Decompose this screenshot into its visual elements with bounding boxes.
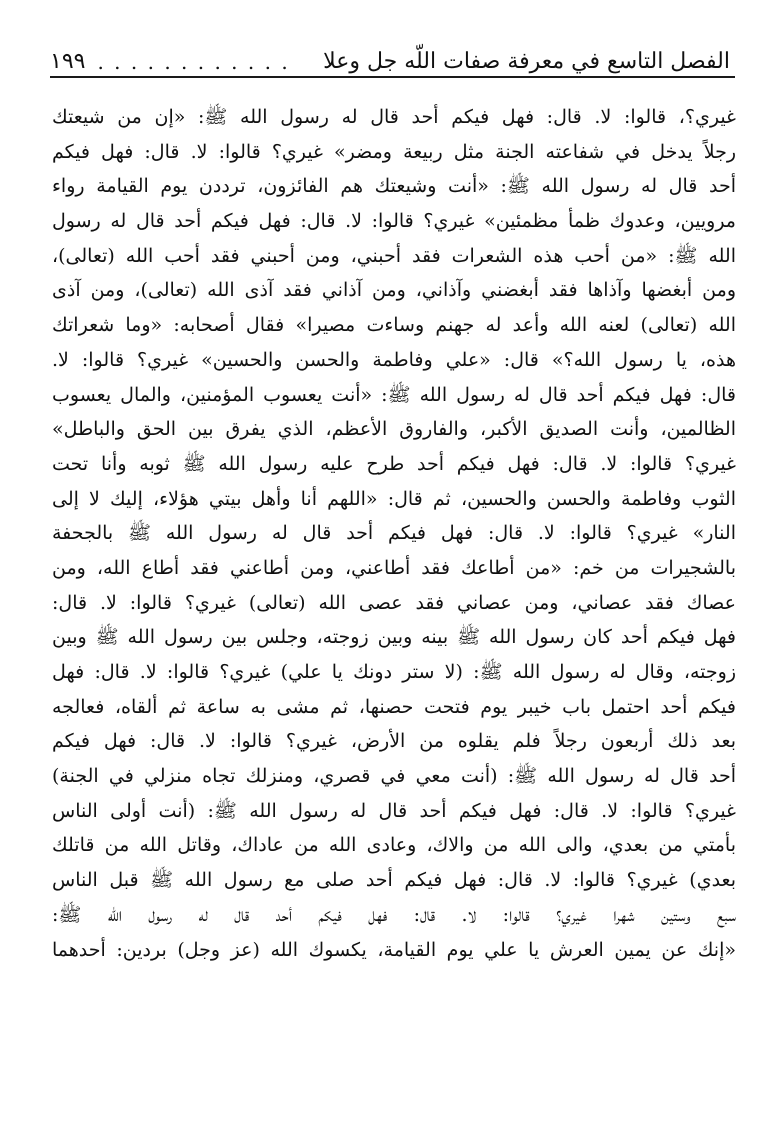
text-line: قال: فهل فيكم أحد قال له رسول الله ﷺ: «أنت يعسوب المؤمنين، والمال يعسوب (52, 383, 736, 406)
page-header (50, 30, 730, 74)
text-line: أحد قال له رسول الله ﷺ: «أنت وشيعتك هم الفائزون، ترددن يوم القيامة رواء (52, 175, 736, 198)
text-line: غيري؟، قالوا: لا. قال: فهل فيكم أحد قال له رسول الله ﷺ: «إن من شيعتك (52, 106, 736, 128)
header-divider (50, 76, 735, 78)
text-line: بأمتي من بعدي، والى الله من والاك، وعادى الله من عاداك، وقاتل الله من قاتلك (52, 834, 736, 857)
text-line: سبع وستين شهرا غيري؟ قالوا: لا. قال: فهل فيكم أحد قال له رسول الله ﷺ: (52, 903, 736, 926)
text-line: الله ﷺ: «من أحب هذه الشعرات فقد أحبني، ومن أحبني فقد أحب الله (تعالى)، (52, 244, 736, 267)
text-line: بالشجيرات من خم: «من أطاعك فقد أطاعني، ومن أطاعني فقد أطاع الله، ومن (52, 556, 736, 579)
text-line: بعدي) غيري؟ قالوا: لا. قال: فهل فيكم أحد صلى مع رسول الله ﷺ قبل الناس (52, 869, 736, 892)
text-line: هذه، يا رسول الله؟» قال: «علي وفاطمة والحسن والحسين» غيري؟ قالوا: لا. (52, 348, 736, 371)
text-line: فهل فيكم أحد كان رسول الله ﷺ بينه وبين زوجته، وجلس بين رسول الله ﷺ وبين (52, 626, 736, 649)
text-line: الظالمين، وأنت الصديق الأكبر، والفاروق الأعظم، الذي يفرق بين الحق والباطل» (52, 418, 736, 441)
header-leader-dots: . . . . . . . . . . . . (97, 50, 290, 74)
text-line: ومن أبغضها وآذاها فقد أبغضني وآذاني، ومن آذاني فقد آذى الله (تعالى)، ومن آذى (52, 279, 736, 302)
chapter-title: الفصل التاسع في معرفة صفات اللّه جل وعلا (323, 49, 730, 74)
text-line: «إنك عن يمين العرش يا علي يوم القيامة، يكسوك الله (عز وجل) بردين: أحدهما (52, 938, 736, 961)
text-line: النار» غيري؟ قالوا: لا. قال: فهل فيكم أحد قال له رسول الله ﷺ بالجحفة (52, 522, 736, 545)
text-line: زوجته، وقال له رسول الله ﷺ: (لا ستر دونك يا علي) غيري؟ قالوا: لا. قال: فهل (52, 661, 736, 683)
text-line: بعد ذلك أربعون رجلاً فلم يقلوه من الأرض، غيري؟ قالوا: لا. قال: فهل فيكم (52, 730, 736, 753)
text-line: غيري؟ قالوا: لا. قال: فهل فيكم أحد طرح عليه رسول الله ﷺ ثوبه وأنا تحت (52, 452, 736, 475)
text-line: رجلاً يدخل في شفاعته الجنة مثل ربيعة ومضر» غيري؟ قالوا: لا. قال: فهل فيكم (52, 140, 736, 163)
text-line: فيكم أحد احتمل باب خيبر يوم فتحت حصنها، ثم مشى به ساعة ثم ألقاه، فعالجه (52, 695, 736, 718)
text-line: عصاك فقد عصاني، ومن عصاني فقد عصى الله (تعالى) غيري؟ قالوا: لا. قال: (52, 591, 736, 614)
text-line: أحد قال له رسول الله ﷺ: (أنت معي في قصري، ومنزلك تجاه منزلي في الجنة) (52, 765, 736, 788)
page-number: ١٩٩ (50, 49, 86, 74)
text-line: غيري؟ قالوا: لا. قال: فهل فيكم أحد قال له رسول الله ﷺ: (أنت أولى الناس (52, 799, 736, 822)
text-line: مرويين، وعدوك ظمأ مظمئين» غيري؟ قالوا: لا. قال: فهل فيكم أحد قال له رسول (52, 210, 736, 233)
body-text (52, 100, 736, 967)
text-line: الله (تعالى) لعنه الله وأعد له جهنم وساءت مصيرا» فقال أصحابه: «وما شعراتك (52, 314, 736, 337)
text-line: الثوب وفاطمة والحسن والحسين، ثم قال: «اللهم أنا وأهل بيتي هؤلاء، إليك لا إلى (52, 487, 736, 510)
